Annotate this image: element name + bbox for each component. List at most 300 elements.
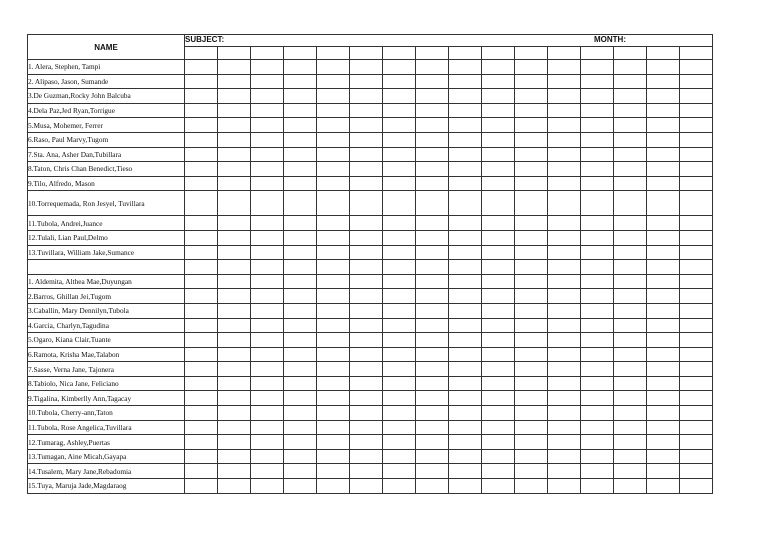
attendance-cell[interactable]: [416, 230, 449, 245]
attendance-cell[interactable]: [284, 420, 317, 435]
day-header-cell[interactable]: [449, 47, 482, 60]
attendance-cell[interactable]: [416, 162, 449, 177]
attendance-cell[interactable]: [185, 74, 218, 89]
attendance-cell[interactable]: [680, 391, 713, 406]
attendance-cell[interactable]: [185, 303, 218, 318]
attendance-cell[interactable]: [317, 132, 350, 147]
attendance-cell[interactable]: [482, 464, 515, 479]
attendance-cell[interactable]: [647, 318, 680, 333]
attendance-cell[interactable]: [548, 289, 581, 304]
attendance-cell[interactable]: [449, 74, 482, 89]
attendance-cell[interactable]: [581, 289, 614, 304]
attendance-cell[interactable]: [581, 89, 614, 104]
attendance-cell[interactable]: [185, 449, 218, 464]
attendance-cell[interactable]: [614, 89, 647, 104]
attendance-cell[interactable]: [548, 230, 581, 245]
attendance-cell[interactable]: [614, 191, 647, 216]
attendance-cell[interactable]: [185, 347, 218, 362]
attendance-cell[interactable]: [548, 376, 581, 391]
attendance-cell[interactable]: [185, 245, 218, 260]
attendance-cell[interactable]: [218, 435, 251, 450]
attendance-cell[interactable]: [416, 420, 449, 435]
attendance-cell[interactable]: [416, 303, 449, 318]
attendance-cell[interactable]: [218, 89, 251, 104]
attendance-cell[interactable]: [548, 74, 581, 89]
attendance-cell[interactable]: [185, 435, 218, 450]
attendance-cell[interactable]: [449, 89, 482, 104]
attendance-cell[interactable]: [284, 362, 317, 377]
attendance-cell[interactable]: [482, 162, 515, 177]
attendance-cell[interactable]: [548, 464, 581, 479]
attendance-cell[interactable]: [317, 435, 350, 450]
attendance-cell[interactable]: [350, 230, 383, 245]
attendance-cell[interactable]: [680, 176, 713, 191]
attendance-cell[interactable]: [251, 230, 284, 245]
attendance-cell[interactable]: [284, 464, 317, 479]
attendance-cell[interactable]: [647, 216, 680, 231]
attendance-cell[interactable]: [317, 60, 350, 75]
attendance-cell[interactable]: [218, 391, 251, 406]
attendance-cell[interactable]: [482, 303, 515, 318]
attendance-cell[interactable]: [251, 406, 284, 421]
attendance-cell[interactable]: [185, 176, 218, 191]
attendance-cell[interactable]: [515, 376, 548, 391]
attendance-cell[interactable]: [185, 406, 218, 421]
attendance-cell[interactable]: [383, 162, 416, 177]
attendance-cell[interactable]: [581, 347, 614, 362]
attendance-cell[interactable]: [185, 464, 218, 479]
attendance-cell[interactable]: [515, 132, 548, 147]
attendance-cell[interactable]: [548, 162, 581, 177]
attendance-cell[interactable]: [317, 230, 350, 245]
attendance-cell[interactable]: [185, 89, 218, 104]
attendance-cell[interactable]: [647, 60, 680, 75]
attendance-cell[interactable]: [383, 216, 416, 231]
attendance-cell[interactable]: [680, 347, 713, 362]
attendance-cell[interactable]: [251, 420, 284, 435]
attendance-cell[interactable]: [251, 260, 284, 275]
attendance-cell[interactable]: [647, 89, 680, 104]
attendance-cell[interactable]: [218, 60, 251, 75]
attendance-cell[interactable]: [548, 303, 581, 318]
attendance-cell[interactable]: [416, 132, 449, 147]
day-header-cell[interactable]: [317, 47, 350, 60]
attendance-cell[interactable]: [680, 103, 713, 118]
attendance-cell[interactable]: [581, 260, 614, 275]
attendance-cell[interactable]: [383, 260, 416, 275]
attendance-cell[interactable]: [548, 391, 581, 406]
attendance-cell[interactable]: [680, 333, 713, 348]
attendance-cell[interactable]: [416, 103, 449, 118]
attendance-cell[interactable]: [647, 162, 680, 177]
attendance-cell[interactable]: [284, 449, 317, 464]
attendance-cell[interactable]: [647, 132, 680, 147]
day-header-cell[interactable]: [614, 47, 647, 60]
attendance-cell[interactable]: [185, 391, 218, 406]
attendance-cell[interactable]: [383, 479, 416, 494]
attendance-cell[interactable]: [647, 260, 680, 275]
attendance-cell[interactable]: [449, 245, 482, 260]
attendance-cell[interactable]: [284, 289, 317, 304]
attendance-cell[interactable]: [647, 245, 680, 260]
attendance-cell[interactable]: [449, 376, 482, 391]
attendance-cell[interactable]: [317, 216, 350, 231]
attendance-cell[interactable]: [416, 464, 449, 479]
attendance-cell[interactable]: [482, 391, 515, 406]
attendance-cell[interactable]: [416, 479, 449, 494]
attendance-cell[interactable]: [515, 303, 548, 318]
attendance-cell[interactable]: [251, 449, 284, 464]
attendance-cell[interactable]: [581, 162, 614, 177]
attendance-cell[interactable]: [614, 74, 647, 89]
attendance-cell[interactable]: [218, 289, 251, 304]
attendance-cell[interactable]: [251, 318, 284, 333]
attendance-cell[interactable]: [383, 376, 416, 391]
attendance-cell[interactable]: [515, 260, 548, 275]
attendance-cell[interactable]: [416, 347, 449, 362]
attendance-cell[interactable]: [218, 420, 251, 435]
attendance-cell[interactable]: [317, 376, 350, 391]
attendance-cell[interactable]: [482, 60, 515, 75]
attendance-cell[interactable]: [317, 103, 350, 118]
attendance-cell[interactable]: [515, 230, 548, 245]
attendance-cell[interactable]: [350, 362, 383, 377]
attendance-cell[interactable]: [482, 132, 515, 147]
attendance-cell[interactable]: [647, 274, 680, 289]
attendance-cell[interactable]: [218, 362, 251, 377]
attendance-cell[interactable]: [284, 435, 317, 450]
attendance-cell[interactable]: [218, 318, 251, 333]
attendance-cell[interactable]: [383, 191, 416, 216]
attendance-cell[interactable]: [317, 191, 350, 216]
attendance-cell[interactable]: [251, 74, 284, 89]
attendance-cell[interactable]: [284, 406, 317, 421]
attendance-cell[interactable]: [218, 162, 251, 177]
attendance-cell[interactable]: [680, 464, 713, 479]
attendance-cell[interactable]: [482, 230, 515, 245]
attendance-cell[interactable]: [647, 103, 680, 118]
attendance-cell[interactable]: [449, 318, 482, 333]
attendance-cell[interactable]: [251, 376, 284, 391]
attendance-cell[interactable]: [383, 333, 416, 348]
attendance-cell[interactable]: [482, 216, 515, 231]
attendance-cell[interactable]: [548, 449, 581, 464]
attendance-cell[interactable]: [218, 449, 251, 464]
attendance-cell[interactable]: [482, 449, 515, 464]
attendance-cell[interactable]: [515, 216, 548, 231]
attendance-cell[interactable]: [218, 245, 251, 260]
attendance-cell[interactable]: [647, 230, 680, 245]
attendance-cell[interactable]: [449, 216, 482, 231]
attendance-cell[interactable]: [317, 347, 350, 362]
attendance-cell[interactable]: [680, 420, 713, 435]
attendance-cell[interactable]: [251, 89, 284, 104]
attendance-cell[interactable]: [449, 162, 482, 177]
attendance-cell[interactable]: [581, 216, 614, 231]
attendance-cell[interactable]: [185, 376, 218, 391]
attendance-cell[interactable]: [614, 464, 647, 479]
attendance-cell[interactable]: [251, 176, 284, 191]
attendance-cell[interactable]: [284, 479, 317, 494]
attendance-cell[interactable]: [350, 318, 383, 333]
attendance-cell[interactable]: [317, 479, 350, 494]
attendance-cell[interactable]: [515, 479, 548, 494]
attendance-cell[interactable]: [515, 464, 548, 479]
attendance-cell[interactable]: [647, 147, 680, 162]
attendance-cell[interactable]: [317, 333, 350, 348]
attendance-cell[interactable]: [680, 245, 713, 260]
attendance-cell[interactable]: [614, 333, 647, 348]
attendance-cell[interactable]: [680, 449, 713, 464]
attendance-cell[interactable]: [680, 479, 713, 494]
attendance-cell[interactable]: [251, 435, 284, 450]
attendance-cell[interactable]: [383, 245, 416, 260]
attendance-cell[interactable]: [449, 362, 482, 377]
attendance-cell[interactable]: [350, 479, 383, 494]
attendance-cell[interactable]: [581, 176, 614, 191]
attendance-cell[interactable]: [614, 60, 647, 75]
attendance-cell[interactable]: [350, 176, 383, 191]
attendance-cell[interactable]: [284, 318, 317, 333]
attendance-cell[interactable]: [482, 245, 515, 260]
attendance-cell[interactable]: [515, 435, 548, 450]
attendance-cell[interactable]: [680, 230, 713, 245]
attendance-cell[interactable]: [350, 464, 383, 479]
attendance-cell[interactable]: [515, 147, 548, 162]
attendance-cell[interactable]: [680, 216, 713, 231]
attendance-cell[interactable]: [350, 406, 383, 421]
attendance-cell[interactable]: [350, 420, 383, 435]
attendance-cell[interactable]: [515, 318, 548, 333]
attendance-cell[interactable]: [647, 191, 680, 216]
attendance-cell[interactable]: [383, 274, 416, 289]
attendance-cell[interactable]: [284, 260, 317, 275]
attendance-cell[interactable]: [581, 449, 614, 464]
attendance-cell[interactable]: [416, 376, 449, 391]
attendance-cell[interactable]: [680, 318, 713, 333]
attendance-cell[interactable]: [680, 118, 713, 133]
attendance-cell[interactable]: [548, 191, 581, 216]
attendance-cell[interactable]: [614, 289, 647, 304]
attendance-cell[interactable]: [350, 162, 383, 177]
attendance-cell[interactable]: [548, 260, 581, 275]
attendance-cell[interactable]: [251, 103, 284, 118]
attendance-cell[interactable]: [284, 216, 317, 231]
attendance-cell[interactable]: [548, 245, 581, 260]
attendance-cell[interactable]: [449, 230, 482, 245]
attendance-cell[interactable]: [383, 74, 416, 89]
attendance-cell[interactable]: [680, 89, 713, 104]
attendance-cell[interactable]: [614, 449, 647, 464]
attendance-cell[interactable]: [548, 60, 581, 75]
attendance-cell[interactable]: [350, 216, 383, 231]
attendance-cell[interactable]: [449, 60, 482, 75]
attendance-cell[interactable]: [251, 60, 284, 75]
attendance-cell[interactable]: [614, 376, 647, 391]
attendance-cell[interactable]: [284, 347, 317, 362]
attendance-cell[interactable]: [284, 89, 317, 104]
attendance-cell[interactable]: [350, 391, 383, 406]
attendance-cell[interactable]: [581, 303, 614, 318]
attendance-cell[interactable]: [350, 89, 383, 104]
attendance-cell[interactable]: [383, 147, 416, 162]
attendance-cell[interactable]: [284, 391, 317, 406]
attendance-cell[interactable]: [218, 274, 251, 289]
attendance-cell[interactable]: [383, 103, 416, 118]
attendance-cell[interactable]: [515, 176, 548, 191]
attendance-cell[interactable]: [680, 162, 713, 177]
attendance-cell[interactable]: [449, 347, 482, 362]
attendance-cell[interactable]: [515, 74, 548, 89]
attendance-cell[interactable]: [680, 289, 713, 304]
attendance-cell[interactable]: [416, 118, 449, 133]
attendance-cell[interactable]: [416, 260, 449, 275]
attendance-cell[interactable]: [482, 118, 515, 133]
attendance-cell[interactable]: [680, 74, 713, 89]
attendance-cell[interactable]: [482, 103, 515, 118]
attendance-cell[interactable]: [482, 347, 515, 362]
attendance-cell[interactable]: [647, 118, 680, 133]
attendance-cell[interactable]: [383, 60, 416, 75]
attendance-cell[interactable]: [548, 347, 581, 362]
attendance-cell[interactable]: [284, 132, 317, 147]
attendance-cell[interactable]: [581, 274, 614, 289]
attendance-cell[interactable]: [482, 362, 515, 377]
attendance-cell[interactable]: [416, 245, 449, 260]
attendance-cell[interactable]: [515, 191, 548, 216]
attendance-cell[interactable]: [548, 132, 581, 147]
attendance-cell[interactable]: [383, 449, 416, 464]
attendance-cell[interactable]: [515, 60, 548, 75]
attendance-cell[interactable]: [251, 245, 284, 260]
attendance-cell[interactable]: [416, 74, 449, 89]
attendance-cell[interactable]: [449, 449, 482, 464]
attendance-cell[interactable]: [218, 464, 251, 479]
day-header-cell[interactable]: [350, 47, 383, 60]
attendance-cell[interactable]: [416, 333, 449, 348]
attendance-cell[interactable]: [350, 118, 383, 133]
attendance-cell[interactable]: [185, 191, 218, 216]
attendance-cell[interactable]: [680, 191, 713, 216]
attendance-cell[interactable]: [614, 303, 647, 318]
day-header-cell[interactable]: [251, 47, 284, 60]
attendance-cell[interactable]: [548, 274, 581, 289]
attendance-cell[interactable]: [317, 147, 350, 162]
attendance-cell[interactable]: [482, 376, 515, 391]
attendance-cell[interactable]: [680, 303, 713, 318]
attendance-cell[interactable]: [416, 435, 449, 450]
attendance-cell[interactable]: [317, 162, 350, 177]
attendance-cell[interactable]: [581, 420, 614, 435]
attendance-cell[interactable]: [614, 347, 647, 362]
attendance-cell[interactable]: [647, 464, 680, 479]
attendance-cell[interactable]: [317, 303, 350, 318]
attendance-cell[interactable]: [482, 333, 515, 348]
attendance-cell[interactable]: [251, 347, 284, 362]
attendance-cell[interactable]: [581, 333, 614, 348]
attendance-cell[interactable]: [317, 260, 350, 275]
attendance-cell[interactable]: [515, 245, 548, 260]
attendance-cell[interactable]: [449, 406, 482, 421]
attendance-cell[interactable]: [515, 103, 548, 118]
attendance-cell[interactable]: [383, 132, 416, 147]
attendance-cell[interactable]: [416, 362, 449, 377]
attendance-cell[interactable]: [185, 103, 218, 118]
attendance-cell[interactable]: [185, 162, 218, 177]
attendance-cell[interactable]: [350, 147, 383, 162]
attendance-cell[interactable]: [251, 362, 284, 377]
attendance-cell[interactable]: [614, 230, 647, 245]
attendance-cell[interactable]: [383, 362, 416, 377]
attendance-cell[interactable]: [449, 435, 482, 450]
attendance-cell[interactable]: [647, 347, 680, 362]
attendance-cell[interactable]: [548, 420, 581, 435]
attendance-cell[interactable]: [383, 289, 416, 304]
attendance-cell[interactable]: [383, 420, 416, 435]
attendance-cell[interactable]: [581, 132, 614, 147]
attendance-cell[interactable]: [416, 60, 449, 75]
attendance-cell[interactable]: [218, 333, 251, 348]
attendance-cell[interactable]: [548, 103, 581, 118]
attendance-cell[interactable]: [317, 274, 350, 289]
attendance-cell[interactable]: [251, 147, 284, 162]
attendance-cell[interactable]: [548, 362, 581, 377]
attendance-cell[interactable]: [614, 318, 647, 333]
attendance-cell[interactable]: [317, 406, 350, 421]
attendance-cell[interactable]: [581, 74, 614, 89]
attendance-cell[interactable]: [647, 176, 680, 191]
attendance-cell[interactable]: [515, 406, 548, 421]
attendance-cell[interactable]: [218, 347, 251, 362]
attendance-cell[interactable]: [218, 260, 251, 275]
attendance-cell[interactable]: [284, 103, 317, 118]
attendance-cell[interactable]: [482, 420, 515, 435]
attendance-cell[interactable]: [680, 147, 713, 162]
attendance-cell[interactable]: [185, 147, 218, 162]
attendance-cell[interactable]: [284, 303, 317, 318]
attendance-cell[interactable]: [251, 162, 284, 177]
attendance-cell[interactable]: [581, 118, 614, 133]
attendance-cell[interactable]: [614, 147, 647, 162]
attendance-cell[interactable]: [350, 191, 383, 216]
attendance-cell[interactable]: [515, 118, 548, 133]
attendance-cell[interactable]: [647, 420, 680, 435]
attendance-cell[interactable]: [317, 318, 350, 333]
attendance-cell[interactable]: [317, 118, 350, 133]
attendance-cell[interactable]: [581, 406, 614, 421]
attendance-cell[interactable]: [647, 303, 680, 318]
attendance-cell[interactable]: [647, 391, 680, 406]
attendance-cell[interactable]: [548, 479, 581, 494]
attendance-cell[interactable]: [350, 274, 383, 289]
attendance-cell[interactable]: [284, 118, 317, 133]
attendance-cell[interactable]: [185, 333, 218, 348]
attendance-cell[interactable]: [515, 289, 548, 304]
attendance-cell[interactable]: [317, 176, 350, 191]
attendance-cell[interactable]: [416, 318, 449, 333]
attendance-cell[interactable]: [449, 420, 482, 435]
attendance-cell[interactable]: [680, 60, 713, 75]
attendance-cell[interactable]: [218, 132, 251, 147]
attendance-cell[interactable]: [482, 176, 515, 191]
attendance-cell[interactable]: [515, 362, 548, 377]
attendance-cell[interactable]: [482, 318, 515, 333]
attendance-cell[interactable]: [449, 289, 482, 304]
attendance-cell[interactable]: [647, 333, 680, 348]
attendance-cell[interactable]: [614, 132, 647, 147]
attendance-cell[interactable]: [416, 191, 449, 216]
attendance-cell[interactable]: [647, 479, 680, 494]
